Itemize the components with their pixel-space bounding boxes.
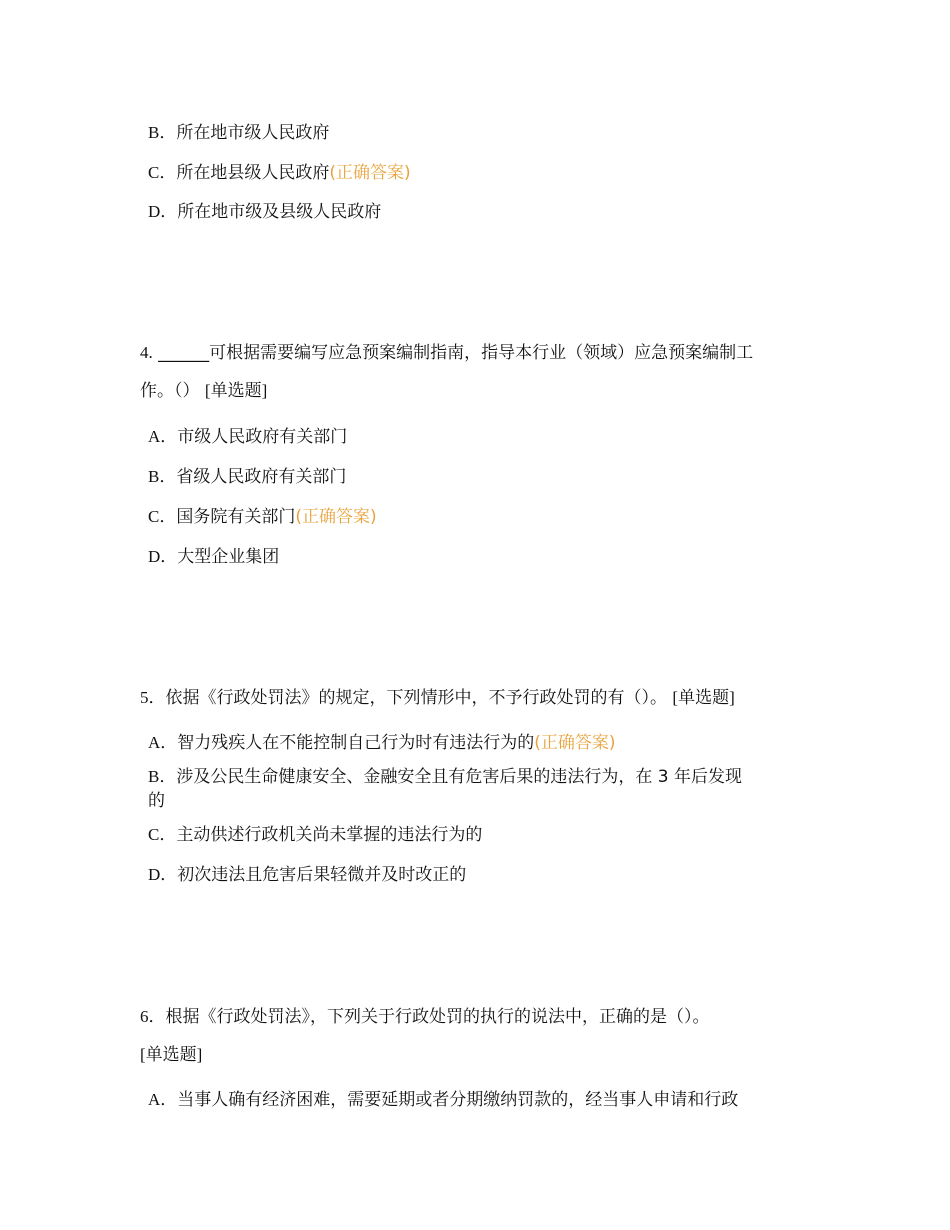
option-letter: B．	[148, 767, 177, 786]
option-text: 省级人民政府有关部门	[176, 467, 347, 487]
option-letter: A．	[148, 1090, 178, 1109]
option-letter: C．	[148, 507, 177, 526]
q4-option-c[interactable]	[148, 505, 377, 529]
q3-option-c[interactable]	[148, 161, 411, 185]
option-letter: B．	[148, 123, 177, 142]
q4-option-a[interactable]	[148, 425, 347, 449]
question-stem: ______可根据需要编写应急预案编制指南，指导本行业（领域）应急预案编制工	[152, 343, 754, 363]
question-stem-cont: 作。（）	[140, 381, 200, 401]
option-text: 市级人民政府有关部门	[177, 427, 348, 447]
option-text: 主动供述行政机关尚未掌握的违法行为的	[176, 825, 483, 845]
option-letter: A．	[148, 427, 178, 446]
option-letter: D．	[148, 865, 178, 884]
question-type-tag: [单选题]	[140, 1045, 203, 1064]
option-text: 大型企业集团	[177, 547, 280, 567]
question-stem: 根据《行政处罚法》，下列关于行政处罚的执行的说法中，正确的是（）。	[165, 1007, 710, 1027]
option-text: 当事人确有经济困难，需要延期或者分期缴纳罚款的，经当事人申请和行政	[177, 1090, 739, 1110]
q3-option-d[interactable]	[148, 200, 381, 224]
q5-stem	[140, 686, 735, 710]
q4-option-b[interactable]	[148, 465, 346, 489]
q4-stem-line2	[140, 379, 267, 403]
q5-option-a[interactable]	[148, 731, 616, 755]
option-letter: B．	[148, 467, 177, 486]
option-text: 所在地市级及县级人民政府	[177, 202, 382, 222]
question-number: 6．	[140, 1007, 166, 1026]
correct-answer-marker: (正确答案)	[295, 507, 377, 527]
option-letter: D．	[148, 202, 178, 221]
question-stem: 依据《行政处罚法》的规定，下列情形中，不予行政处罚的有（）。	[165, 688, 667, 708]
option-letter: C．	[148, 163, 177, 182]
option-letter: A．	[148, 733, 178, 752]
option-text-cont: 的	[148, 791, 165, 811]
q6-stem-line2	[140, 1043, 202, 1067]
option-letter: D．	[148, 547, 178, 566]
correct-answer-marker: (正确答案)	[534, 733, 616, 753]
question-number: 4.	[140, 343, 153, 362]
q5-option-d[interactable]	[148, 863, 466, 887]
option-text: 所在地县级人民政府	[176, 163, 330, 183]
q5-option-c[interactable]	[148, 823, 482, 847]
option-letter: C．	[148, 825, 177, 844]
option-text: 所在地市级人民政府	[176, 123, 330, 143]
q6-option-a[interactable]	[148, 1088, 738, 1112]
correct-answer-marker: (正确答案)	[329, 163, 411, 183]
question-type-tag: [单选题]	[204, 381, 268, 400]
question-number: 5．	[140, 688, 166, 707]
q5-option-b-cont	[148, 789, 165, 813]
q3-option-b[interactable]	[148, 121, 329, 145]
q4-stem-line1	[140, 341, 753, 365]
q6-stem-line1	[140, 1005, 710, 1029]
option-text: 智力残疾人在不能控制自己行为时有违法行为的	[177, 733, 535, 753]
question-type-tag: [单选题]	[672, 688, 735, 707]
option-text: 国务院有关部门	[176, 507, 296, 527]
option-text: 涉及公民生命健康安全、金融安全且有危害后果的违法行为，在 3 年后发现	[176, 767, 742, 787]
q4-option-d[interactable]	[148, 545, 279, 569]
q5-option-b[interactable]	[148, 765, 742, 789]
option-text: 初次违法且危害后果轻微并及时改正的	[177, 865, 467, 885]
